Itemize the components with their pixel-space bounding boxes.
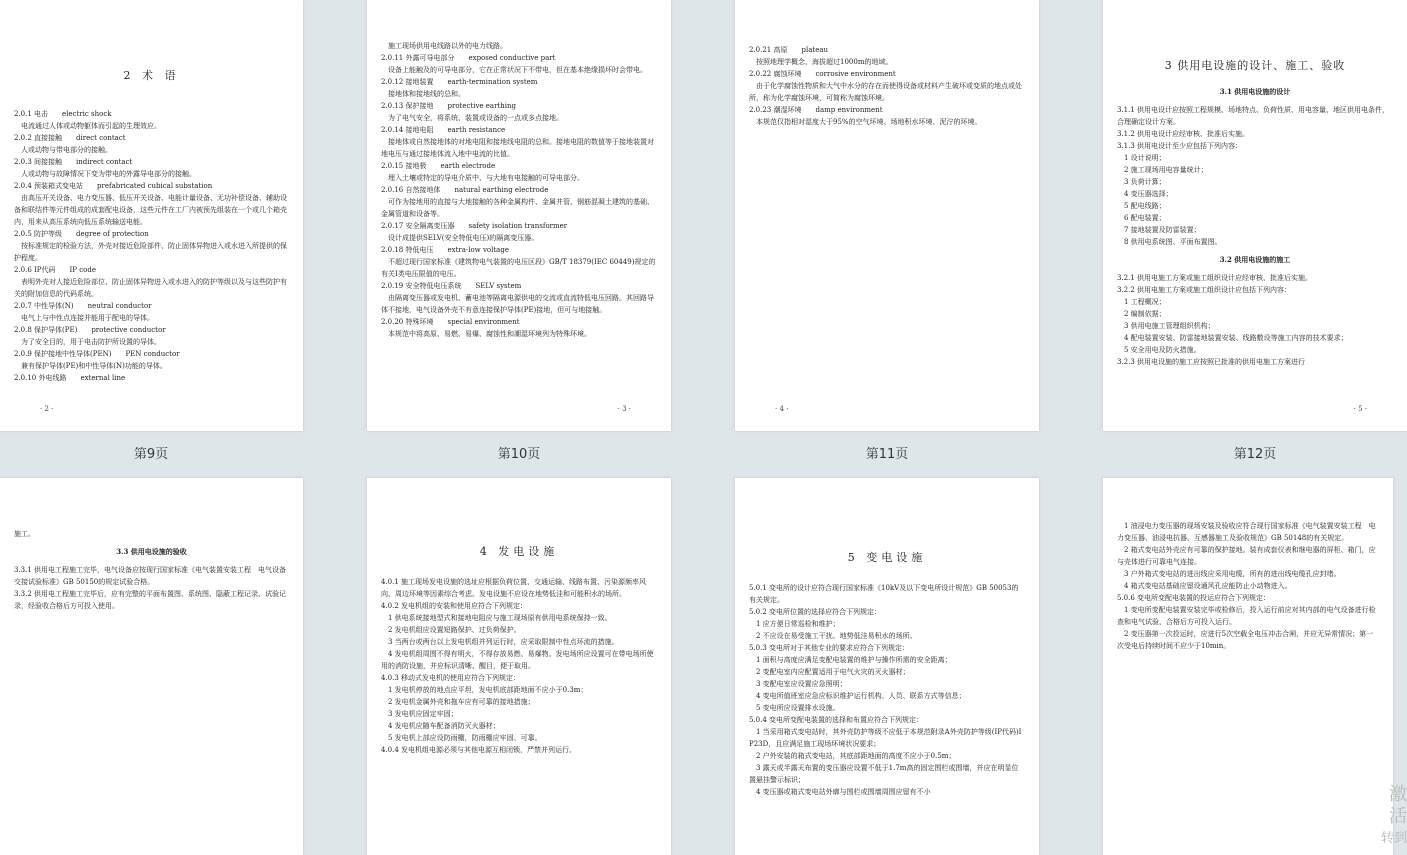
text-line: 本规范仅指相对湿度大于95%的空气环境、场地积水环境、泥泞的环境。 <box>749 118 982 126</box>
text-line: 3 露天或半露天布置的变压器应设置不低于1.7m高的固定围栏或围墙，并应在明显位置悬挂警示标识； <box>749 764 1019 784</box>
document-page-12[interactable] <box>1103 0 1407 431</box>
text-line: 3.1.1 供用电设计应按照工程规模、场地特点、负荷性质、用电容量、地区供用电条件，合理确定设计方案。 <box>1117 106 1390 126</box>
text-line: 由高压开关设备、电力变压器、低压开关设备、电能计量设备、无功补偿设备、辅助设备和联结件等元件组成的成套配电设备，这些元件在工厂内被预先组装在一个或几个箱壳内，用来从高压系统向低压系统输送电能。 <box>14 194 287 226</box>
text-line: 7 接地装置及防雷装置； <box>1117 226 1201 234</box>
text-line: 3 当两台或两台以上发电机组并列运行时，应采取限制中性点环流的措施。 <box>381 638 619 646</box>
text-line: 4.0.3 移动式发电机的使用应符合下列规定： <box>381 674 521 682</box>
text-line: 2.0.19 安全特低电压系统 SELV system <box>381 282 522 290</box>
section-title: 3.1 供用电设施的设计 <box>1219 87 1291 96</box>
page-text <box>381 40 657 340</box>
text-line: 2.0.21 高原 plateau <box>749 46 829 54</box>
text-line: 3 负荷计算； <box>1117 178 1166 186</box>
text-line: 8 供用电系统图、平面布置图。 <box>1117 238 1222 246</box>
document-page-16[interactable] <box>1103 478 1393 855</box>
text-line: 人或动物与故障情况下变为带电的外露导电部分的接触。 <box>14 170 196 178</box>
text-line: 5 变电所应设置排水设施。 <box>749 704 840 712</box>
text-line: 2.0.13 保护接地 protective earthing <box>381 102 516 110</box>
page-text <box>381 576 657 756</box>
document-page-15[interactable] <box>735 478 1039 855</box>
text-line: 5 配电线路； <box>1117 202 1166 210</box>
page-text <box>749 44 1025 128</box>
text-line: 1 油浸电力变压器的现场安装及验收应符合现行国家标准《电气装置安装工程 电力变压器、油浸电抗器、互感器施工及验收规范》GB 50148的有关规定。 <box>1117 522 1376 542</box>
text-line: 设备上能触及的可导电部分，它在正常状况下不带电，但在基本绝缘损坏时会带电。 <box>381 66 647 74</box>
activation-watermark <box>1379 784 1407 850</box>
text-line: 5 安全用电及防火措施。 <box>1117 346 1201 354</box>
text-line: 施工。 <box>14 530 35 538</box>
text-line: 2.0.5 防护等级 degree of protection <box>14 230 149 238</box>
text-line: 2.0.6 IP代码 IP code <box>14 266 96 274</box>
text-line: 接地体和接地线的总和。 <box>381 90 465 98</box>
text-line: 1 应方便日常巡检和维护； <box>749 620 840 628</box>
watermark-line: 激活 <box>1389 784 1407 827</box>
text-line: 埋入土壤或特定的导电介质中、与大地有电接触的可导电部分。 <box>381 174 584 182</box>
section-title: 3.2 供用电设施的施工 <box>1219 255 1291 264</box>
text-line: 2.0.22 腐蚀环境 corrosive environment <box>749 70 896 78</box>
text-line: 2.0.23 潮湿环境 damp environment <box>749 106 883 114</box>
chapter-title: 4 发电设施 <box>479 545 559 558</box>
text-line: 5 发电机上部应设防雨棚，防雨棚应牢固、可靠。 <box>381 734 542 742</box>
text-line: 2 变压器第一次投运时，应进行5次空载全电压冲击合闸，并应无异常情况；第一次受电后持续时间不应少于10min。 <box>1117 630 1374 650</box>
text-line: 2.0.10 外电线路 external line <box>14 374 126 382</box>
text-line: 2 编制依据； <box>1117 310 1166 318</box>
page-text <box>749 582 1025 798</box>
page-number: · 5 · <box>1353 405 1367 413</box>
text-line: 4 变压器选择； <box>1117 190 1173 198</box>
text-line: 4.0.1 施工现场发电设施的选址应根据负荷位置、交通运输、线路布置、污染源频率风向、周边环境等因素综合考虑。发电设施不应设在地势低洼和可能积水的场所。 <box>381 578 647 598</box>
text-line: 3 供用电施工管理组织机构； <box>1117 322 1215 330</box>
text-line: 2 施工现场用电容量统计； <box>1117 166 1208 174</box>
text-line: 2 不应设在易受施工干扰、地势低洼易积水的场所。 <box>749 632 917 640</box>
text-line: 2.0.12 接地装置 earth-termination system <box>381 78 538 86</box>
text-line: 1 发电机停放的地点应平坦，发电机底部距地面不应小于0.3m； <box>381 686 588 694</box>
text-line: 5.0.1 变电所的设计应符合现行国家标准《10kV及以下变电所设计规范》GB 50053的有关规定。 <box>749 584 1019 604</box>
text-line: 由隔离变压器或发电机、蓄电池等隔离电源供电的交流或直流特低电压回路。其回路导体不接地，电气设备外壳不有意连接保护导体(PE)接地，但可与地接触。 <box>381 294 654 314</box>
text-line: 2 户外安装的箱式变电站，其底部距地面的高度不应小于0.5m； <box>749 752 956 760</box>
page-text <box>1117 104 1393 248</box>
text-line: 4 配电装置安装、防雷接地装置安装、线路敷设等施工内容的技术要求； <box>1117 334 1348 342</box>
page-text <box>1117 272 1393 368</box>
text-line: 1 变电所变配电装置安装完毕或检修后，投入运行前应对其内部的电气设备进行检查和电气试验，合格后方可投入运行。 <box>1117 606 1376 626</box>
text-line: 4.0.2 发电机组的安装和使用应符合下列规定： <box>381 602 528 610</box>
text-line: 2.0.17 安全隔离变压器 safety isolation transformer <box>381 222 568 230</box>
text-line: 按标准规定的检验方法，外壳对接近危险部件、防止固体异物进入或水进入所提供的保护程度。 <box>14 242 287 262</box>
text-line: 2.0.1 电击 electric shock <box>14 110 112 118</box>
chapter-title: 2 术 语 <box>123 69 180 82</box>
text-line: 2 发电机金属外壳和拖车应有可靠的接地措施； <box>381 698 535 706</box>
chapter-title: 3 供用电设施的设计、施工、验收 <box>1164 59 1346 72</box>
text-line: 1 面积与高度应满足变配电装置的维护与操作所需的安全距离； <box>749 656 952 664</box>
text-line: 4 变电所值班室应急应标识维护运行机构、人员、联系方式等信息； <box>749 692 966 700</box>
page-label-9[interactable]: 第9页 <box>133 447 169 462</box>
text-line: 1 工程概况； <box>1117 298 1166 306</box>
text-line: 2.0.20 特殊环境 special environment <box>381 318 520 326</box>
text-line: 2.0.15 接地极 earth electrode <box>381 162 496 170</box>
page-label-12[interactable]: 第12页 <box>1233 447 1277 462</box>
text-line: 不超过现行国家标准《建筑物电气装置的电压区段》GB/T 18379(IEC 60449)规定的有关Ⅰ类电压限值的电压。 <box>381 258 656 278</box>
document-page-9[interactable] <box>0 0 303 431</box>
page-number: · 3 · <box>617 405 631 413</box>
chapter-title: 5 变电设施 <box>847 551 927 564</box>
text-line: 2.0.7 中性导体(N) neutral conductor <box>14 302 152 310</box>
text-line: 4 变压器或箱式变电站外廓与围栏或围墙周围应留有不小 <box>749 788 931 796</box>
text-line: 4 箱式变电站基础应留设通风孔应能防止小动物进入。 <box>1117 582 1292 590</box>
text-line: 2 变配电室内应配置适用于电气火灾的灭火器材； <box>749 668 910 676</box>
text-line: 4.0.4 发电机组电源必须与其他电源互相闭锁，严禁并列运行。 <box>381 746 577 754</box>
text-line: 接地体或自然接地体的对地电阻和接地线电阻的总和。接地电阻的数值等于接地装置对地电压与通过接地体流入地中电流的比值。 <box>381 138 654 158</box>
text-line: 6 配电装置； <box>1117 214 1166 222</box>
text-line: 2.0.16 自然接地体 natural earthing electrode <box>381 186 549 194</box>
text-line: 2.0.14 接地电阻 earth resistance <box>381 126 506 134</box>
page-text <box>14 108 289 384</box>
text-line: 2.0.11 外露可导电部分 exposed conductive part <box>381 54 556 62</box>
document-page-10[interactable] <box>367 0 671 431</box>
text-line: 按照地理学概念，海拔超过1000m的地域。 <box>749 58 893 66</box>
text-line: 3 户外箱式变电站的进出线应采用电缆，所有的进出线电缆孔应封堵。 <box>1117 570 1341 578</box>
text-line: 2.0.2 直接接触 direct contact <box>14 134 126 142</box>
text-line: 为了电气安全，将系统、装置或设备的一点或多点接地。 <box>381 114 563 122</box>
text-line: 1 当采用箱式变电站时，其外壳防护等级不应低于本规范附录A外壳防护等级(IP代码)IP23D，且应满足施工现场环境状况要求； <box>749 728 1022 748</box>
text-line: 设计成提供SELV(安全特低电压)的隔离变压器。 <box>381 234 539 242</box>
text-line: 1 设计说明； <box>1117 154 1166 162</box>
text-line: 5.0.4 变电所变配电装置的选择和布置应符合下列规定： <box>749 716 924 724</box>
text-line: 3.1.3 供用电设计至少应包括下列内容： <box>1117 142 1243 150</box>
section-title: 3.3 供用电设施的验收 <box>116 547 187 556</box>
text-line: 3.1.2 供用电设计应经审核、批准后实施。 <box>1117 130 1250 138</box>
text-line: 电流通过人体或动物躯体而引起的生理效应。 <box>14 122 161 130</box>
text-line: 2 箱式变电站外壳应有可靠的保护接地。装有成套仪表和继电器的屏柜、箱门，应与壳体进行可靠电气连接。 <box>1117 546 1376 566</box>
page-number: · 2 · <box>40 405 54 413</box>
text-line: 4 发电机组周围不得有明火，不得存放易燃、易爆物。发电场所应设置可在带电场所使用的消防设施，并应标识清晰、醒目，便于取用。 <box>381 650 654 670</box>
text-line: 3.2.1 供用电施工方案或施工组织设计应经审核、批准后实施。 <box>1117 274 1313 282</box>
text-line: 表明外壳对人接近危险部位、防止固体异物进入或水进入的防护等级以及与这些防护有关的附加信息的代码系统。 <box>14 278 287 298</box>
text-line: 施工现场供用电线路以外的电力线路。 <box>381 42 507 50</box>
text-line: 1 供电系统接地型式和接地电阻应与施工现场原有供用电系统保持一致。 <box>381 614 612 622</box>
document-page-13[interactable] <box>0 478 303 855</box>
text-line: 3 变配电室应设置应急照明； <box>749 680 847 688</box>
text-line: 3.3.2 供用电工程施工完毕后，应有完整的平面布置图、系统图、隐蔽工程记录、试验记录，经验收合格后方可投入使用。 <box>14 590 287 610</box>
text-line: 兼有保护导体(PE)和中性导体(N)功能的导体。 <box>14 362 167 370</box>
text-line: 人或动物与带电部分的接触。 <box>14 146 112 154</box>
page-number: · 4 · <box>775 405 789 413</box>
watermark-line: 转到 <box>1380 831 1407 846</box>
text-line: 2.0.3 间接接触 indirect contact <box>14 158 133 166</box>
text-line: 电气上与中性点连接并能用于配电的导体。 <box>14 314 154 322</box>
text-line: 可作为接地用的直接与大地接触的各种金属构件、金属井管、钢筋混凝土建筑的基础、金属管道和设备等。 <box>381 198 654 218</box>
text-line: 2.0.4 预装箱式变电站 prefabricated cubical substation <box>14 182 213 190</box>
text-line: 3 发电机应固定牢固； <box>381 710 458 718</box>
text-line: 本规范中将高原、易燃、易爆、腐蚀性和潮湿环境列为特殊环境。 <box>381 330 591 338</box>
text-line: 3.2.2 供用电施工方案或施工组织设计应包括下列内容： <box>1117 286 1292 294</box>
page-label-11[interactable]: 第11页 <box>865 447 909 462</box>
text-line: 5.0.3 变电所对于其他专业的要求应符合下列规定： <box>749 644 910 652</box>
page-label-10[interactable]: 第10页 <box>497 447 541 462</box>
text-line: 5.0.6 变电所变配电装置的投运应符合下列规定： <box>1117 594 1271 602</box>
text-line: 2 发电机组应设置短路保护、过负荷保护。 <box>381 626 521 634</box>
text-line: 2.0.8 保护导体(PE) protective conductor <box>14 326 166 334</box>
text-line: 4 发电机应随车配备消防灭火器材； <box>381 722 500 730</box>
text-line: 由于化学腐蚀性物质和大气中水分的存在而使得设备或材料产生破坏或变质的地点或处所，称为化学腐蚀环境，可简称为腐蚀环境。 <box>749 82 1022 102</box>
page-text <box>1117 520 1379 652</box>
text-line: 2.0.9 保护接地中性导体(PEN) PEN conductor <box>14 350 180 358</box>
document-page-11[interactable] <box>735 0 1039 431</box>
text-line: 为了安全目的，用于电击防护所设置的导体。 <box>14 338 161 346</box>
text-line: 3.2.3 供用电设施的施工应按照已批准的供用电施工方案进行 <box>1117 358 1306 366</box>
text-line: 3.3.1 供用电工程施工完毕，电气设备应按现行国家标准《电气装置安装工程 电气设备交接试验标准》GB 50150的规定试验合格。 <box>14 566 287 586</box>
text-line: 5.0.2 变电所位置的选择应符合下列规定： <box>749 608 882 616</box>
document-page-14[interactable] <box>367 478 671 855</box>
text-line: 2.0.18 特低电压 extra-low voltage <box>381 246 509 254</box>
